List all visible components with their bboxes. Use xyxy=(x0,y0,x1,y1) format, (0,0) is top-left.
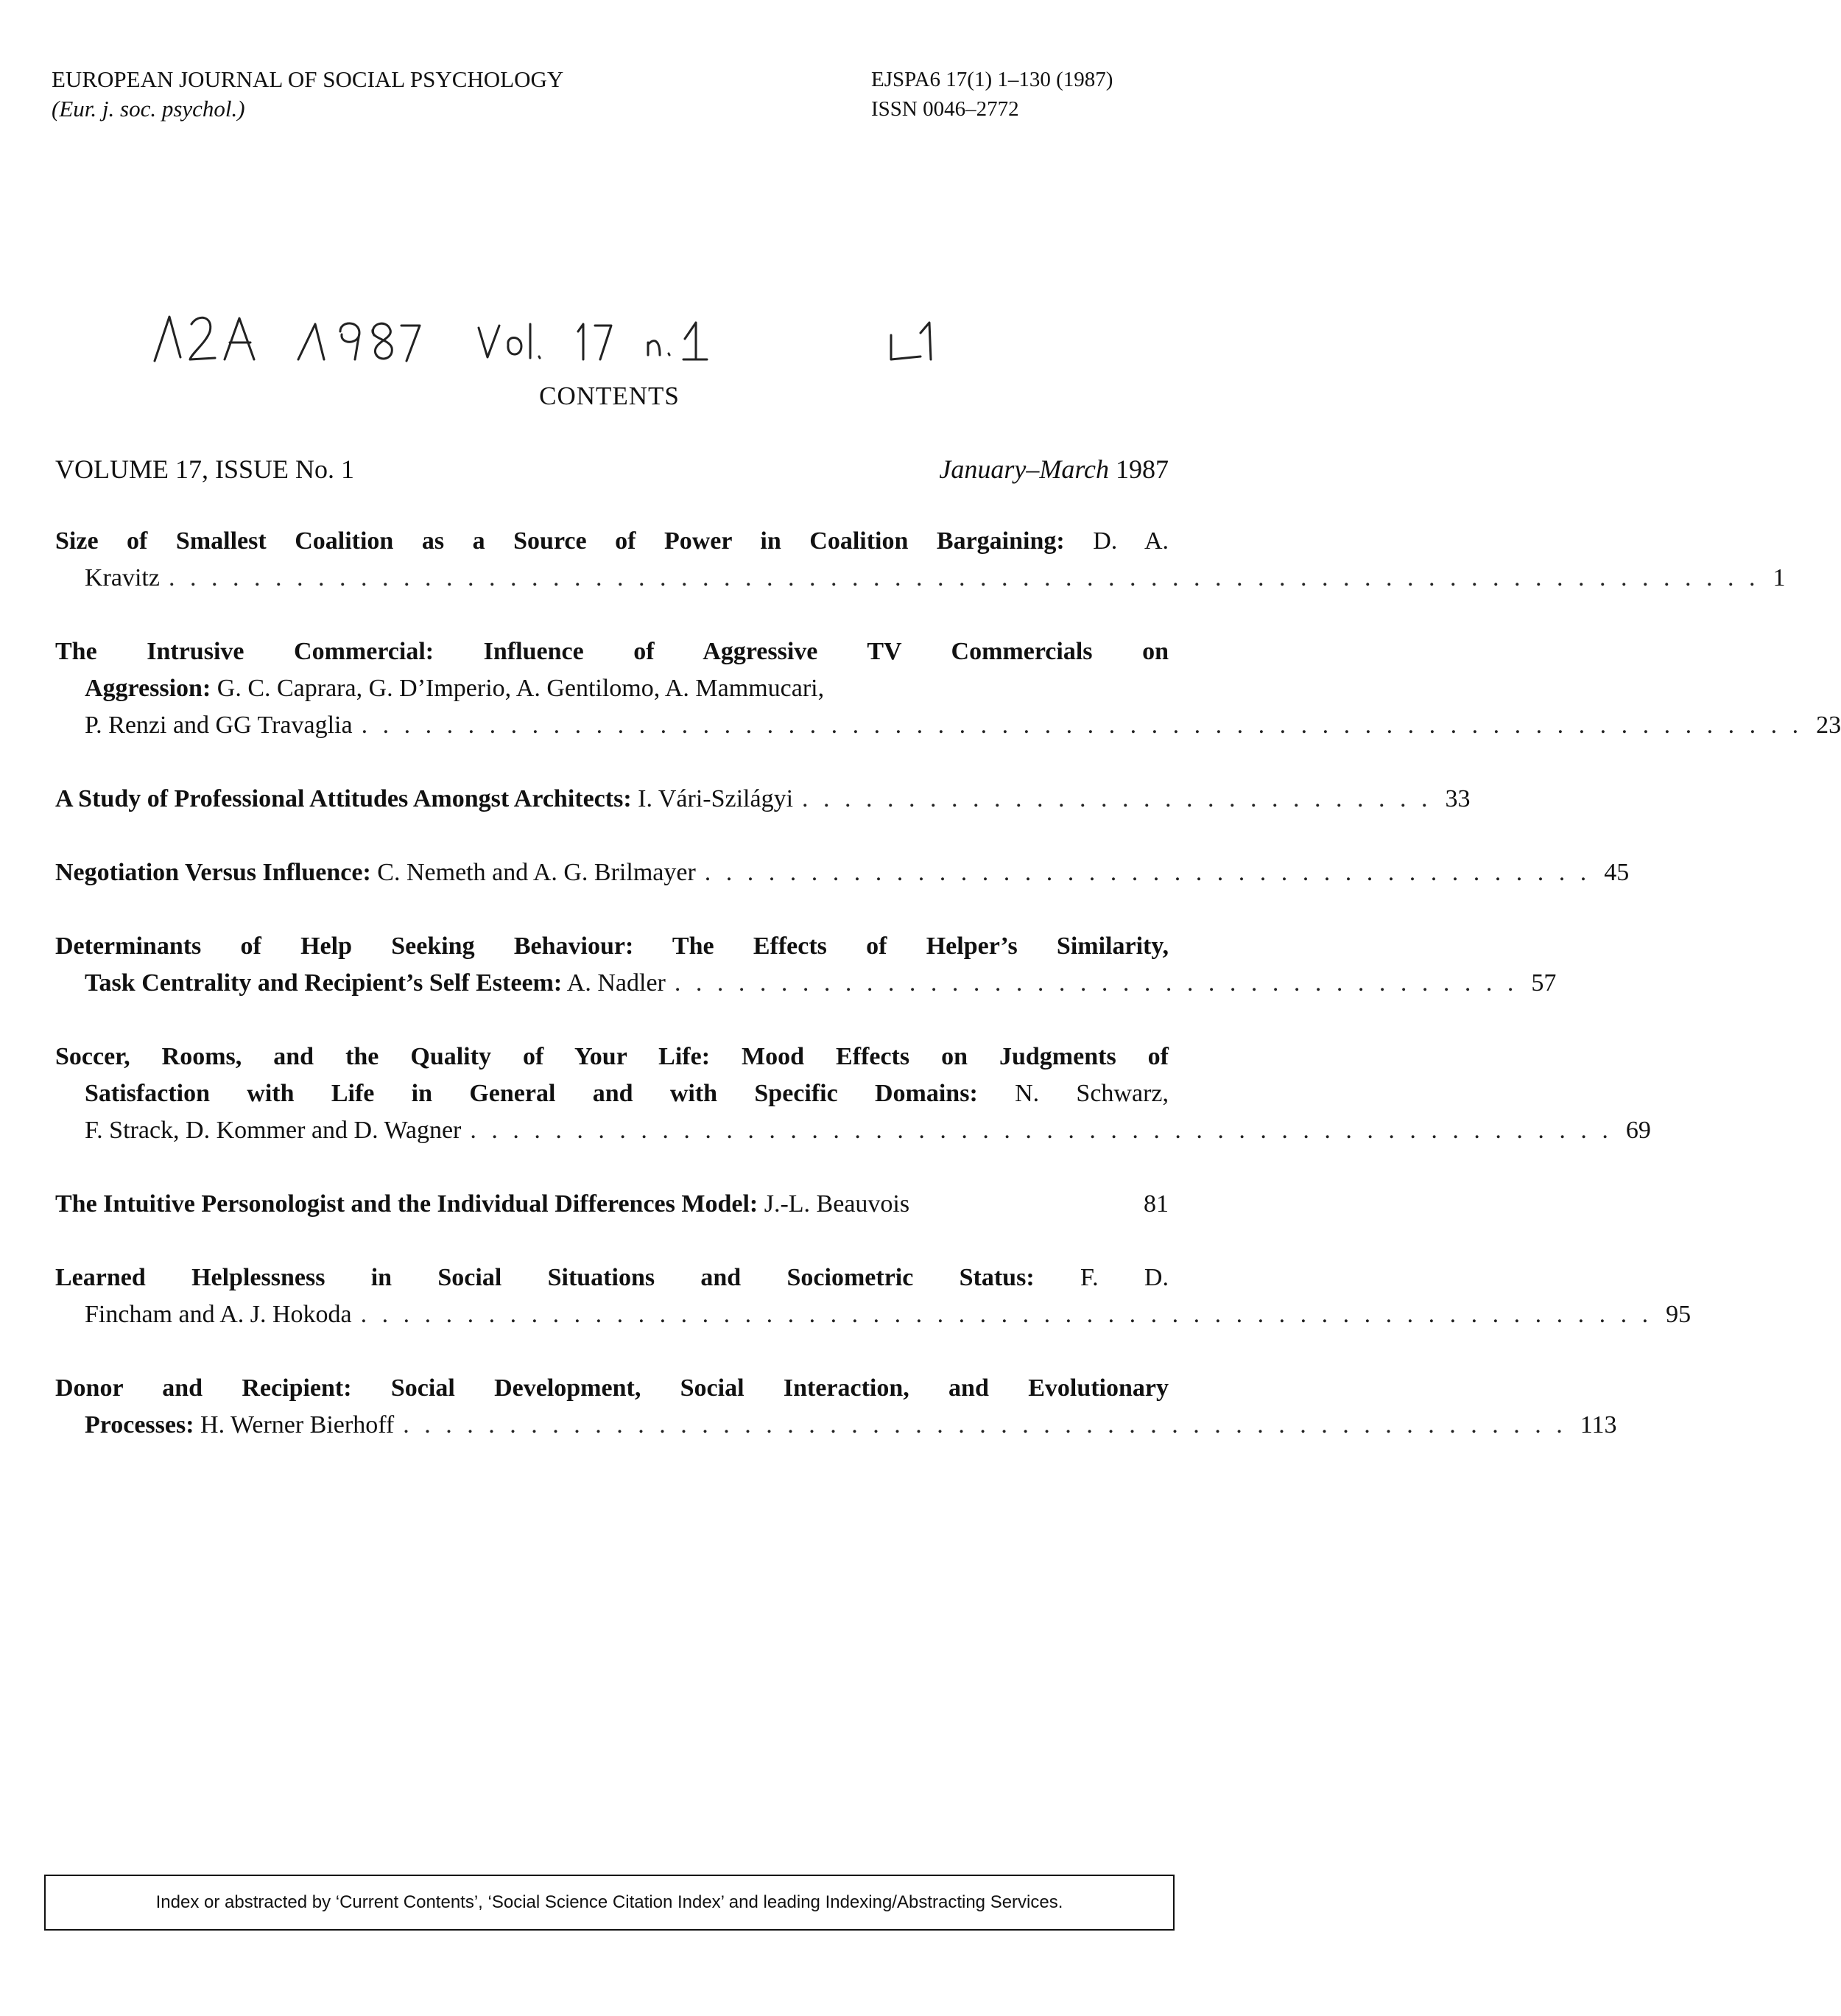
entry-authors: C. Nemeth and A. G. Brilmayer xyxy=(370,859,696,886)
volume-label: VOLUME 17, ISSUE No. 1 xyxy=(55,454,355,484)
page-number: 69 xyxy=(1625,1117,1651,1144)
entry-last-line xyxy=(55,1186,1169,1223)
entry-last-line xyxy=(55,707,1841,744)
entry-title: Size of Smallest Coalition as a Source of Power in Coalition Bargaining: xyxy=(55,527,1065,555)
entry-title: Processes: xyxy=(85,1411,194,1439)
journal-codes xyxy=(871,65,1113,124)
entry-title: The Intuitive Personologist and the Individual Differences Model: xyxy=(55,1190,758,1218)
entry-title: Donor and Recipient: Social Development, Social Interaction, and Evolutionary xyxy=(55,1374,1169,1402)
leader-dots: . . . . . . . . . . . . . . . . . . . . . . . . . . . . . . . . . . . . . . . . xyxy=(674,969,1518,997)
entry-authors: G. C. Caprara, G. D’Imperio, A. Gentilomo, A. Mammucari, xyxy=(211,675,825,702)
entry-line xyxy=(55,1075,1169,1112)
contents-title: CONTENTS xyxy=(539,382,680,410)
page-number: 45 xyxy=(1604,859,1630,886)
entry-authors: Fincham and A. J. Hokoda xyxy=(85,1301,352,1328)
page-number: 1 xyxy=(1773,564,1786,591)
entry-last-line xyxy=(55,1112,1651,1149)
entry-authors: P. Renzi and GG Travaglia xyxy=(85,712,353,739)
toc-entry xyxy=(55,781,1471,818)
toc-entry xyxy=(55,523,1786,597)
table-of-contents xyxy=(55,523,1841,1481)
entry-title: A Study of Professional Attitudes Amongst Architects: xyxy=(55,785,632,812)
page-number: 57 xyxy=(1531,969,1557,997)
leader-dots: . . . . . . . . . . . . . . . . . . . . . . . . . . . . . . . . . . . . . . . . . . xyxy=(704,859,1591,886)
toc-entry xyxy=(55,854,1630,891)
issue-months: January–March xyxy=(939,454,1109,484)
journal-abbreviation: (Eur. j. soc. psychol.) xyxy=(52,96,245,122)
leader-dots: . . . . . . . . . . . . . . . . . . . . . . . . . . . . . . xyxy=(802,785,1432,812)
entry-title: Learned Helplessness in Social Situations and Sociometric Status: xyxy=(55,1264,1035,1291)
toc-entry xyxy=(55,1039,1651,1149)
entry-line xyxy=(85,1407,394,1444)
issue-info xyxy=(55,454,1169,485)
handwritten-note xyxy=(147,302,1031,376)
entry-authors: I. Vári-Szilágyi xyxy=(631,785,794,812)
toc-entry xyxy=(55,928,1557,1002)
entry-authors: N. Schwarz, xyxy=(977,1080,1169,1107)
entry-title: The Intrusive Commercial: Influence of Aggressive TV Commercials on xyxy=(55,638,1169,665)
entry-authors: D. A. xyxy=(1064,527,1169,555)
toc-entry xyxy=(55,1260,1692,1333)
entry-title: Soccer, Rooms, and the Quality of Your Life: Mood Effects on Judgments of xyxy=(55,1043,1169,1070)
entry-authors: F. Strack, D. Kommer and D. Wagner xyxy=(85,1117,462,1144)
entry-line xyxy=(55,670,1169,707)
journal-header xyxy=(52,65,563,124)
page-number: 113 xyxy=(1580,1411,1617,1439)
entry-last-line xyxy=(55,965,1557,1002)
entry-last-line xyxy=(55,781,1471,818)
toc-entry xyxy=(55,1186,1169,1223)
entry-title: Negotiation Versus Influence: xyxy=(55,859,371,886)
journal-name: EUROPEAN JOURNAL OF SOCIAL PSYCHOLOGY xyxy=(52,66,564,92)
entry-authors: H. Werner Bierhoff xyxy=(194,1411,395,1439)
entry-last-line xyxy=(55,1407,1617,1444)
issue-date xyxy=(939,454,1169,485)
page-number: 23 xyxy=(1816,712,1841,739)
entry-title: Aggression: xyxy=(85,675,211,702)
entry-line xyxy=(55,781,793,818)
entry-line xyxy=(85,965,666,1002)
page-number: 33 xyxy=(1445,785,1471,812)
leader-dots: . . . . . . . . . . . . . . . . . . . . . . . . . . . . . . . . . . . . . . . . . . . . . . . . . . . . . . xyxy=(470,1117,1613,1144)
leader-dots: . . . . . . . . . . . . . . . . . . . . . . . . . . . . . . . . . . . . . . . . . . . . . . . . . . . . . . . . . . . . . . . . . . . . . . . . . . . xyxy=(168,564,1760,591)
entry-line xyxy=(55,1186,909,1223)
entry-last-line xyxy=(55,560,1786,597)
indexing-notice: Index or abstracted by ‘Current Contents’, ‘Social Science Citation Index’ and leading Indexing/Abstracting Services. xyxy=(44,1875,1175,1931)
toc-entry xyxy=(55,633,1841,744)
entry-authors: A. Nadler xyxy=(562,969,666,997)
page-number: 81 xyxy=(1144,1190,1169,1218)
leader-dots: . . . . . . . . . . . . . . . . . . . . . . . . . . . . . . . . . . . . . . . . . . . . . . . . . . . . . . . xyxy=(403,1411,1567,1439)
page-number: 95 xyxy=(1666,1301,1692,1328)
entry-last-line xyxy=(55,1296,1692,1333)
journal-code: EJSPA6 17(1) 1–130 (1987) xyxy=(871,68,1113,91)
entry-line xyxy=(55,854,696,891)
entry-line xyxy=(55,1260,1169,1296)
entry-last-line xyxy=(55,854,1630,891)
journal-issn: ISSN 0046–2772 xyxy=(871,97,1019,121)
leader-dots: . . . . . . . . . . . . . . . . . . . . . . . . . . . . . . . . . . . . . . . . . . . . . . . . . . . . . . . . . . . . . . . . . . . . xyxy=(361,712,1803,739)
entry-title: Satisfaction with Life in General and with Specific Domains: xyxy=(85,1080,978,1107)
entry-line xyxy=(55,523,1169,560)
entry-title: Task Centrality and Recipient’s Self Esteem: xyxy=(85,969,563,997)
entry-authors: F. D. xyxy=(1034,1264,1169,1291)
entry-authors: J.-L. Beauvois xyxy=(758,1190,910,1218)
entry-authors: Kravitz xyxy=(85,564,160,591)
entry-title: Determinants of Help Seeking Behaviour: The Effects of Helper’s Similarity, xyxy=(55,933,1169,960)
issue-year: 1987 xyxy=(1116,454,1169,484)
toc-entry xyxy=(55,1370,1617,1444)
leader-dots: . . . . . . . . . . . . . . . . . . . . . . . . . . . . . . . . . . . . . . . . . . . . . . . . . . . . . . . . . . . . . xyxy=(360,1301,1653,1328)
